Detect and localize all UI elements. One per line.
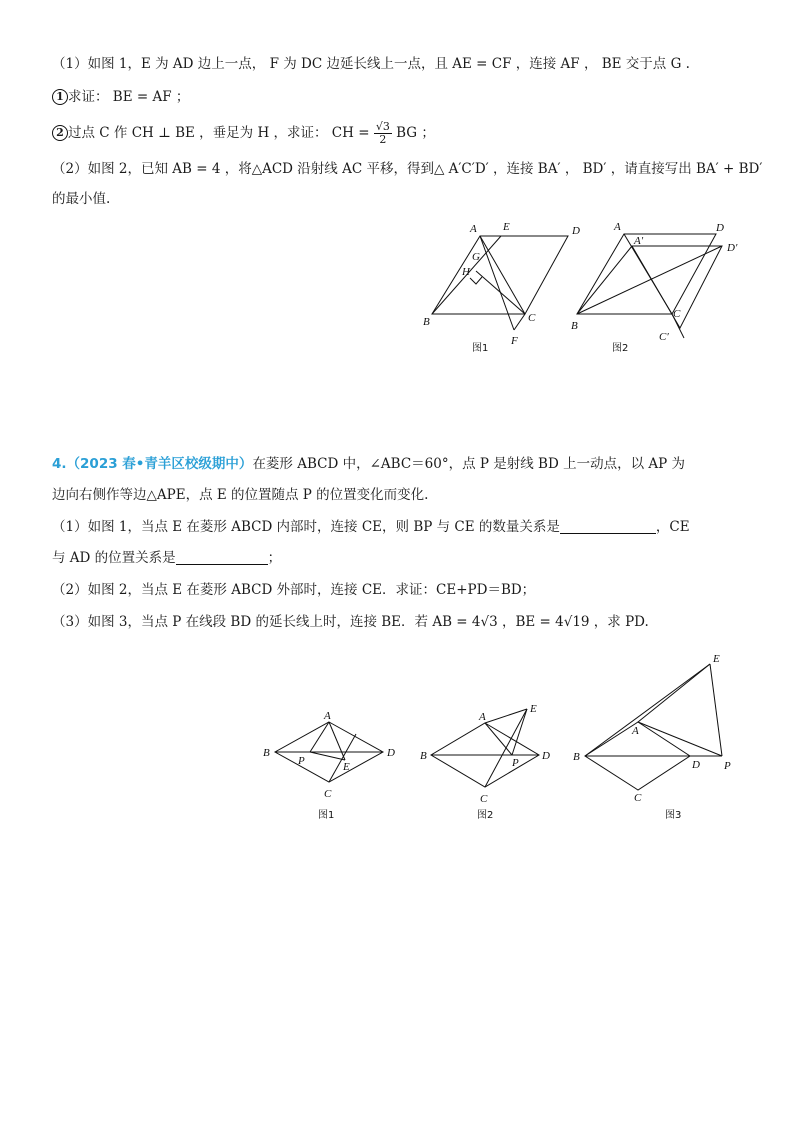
p3-fig1-label-b: B bbox=[423, 316, 430, 328]
p4-fig2-label-e: E bbox=[530, 703, 537, 715]
p4-fig2-label-a: A bbox=[479, 711, 486, 723]
p4-fig3-segment-be bbox=[585, 664, 710, 756]
p4-fig3-label-a: A bbox=[632, 725, 639, 737]
circled-number-2: 2 bbox=[52, 125, 68, 141]
p3-fig2-label-d-prime: D′ bbox=[727, 242, 738, 254]
p4-fig2-label-b: B bbox=[420, 750, 427, 762]
fraction-numerator: √3 bbox=[375, 120, 390, 133]
p4-fig3-label-c: C bbox=[634, 792, 642, 804]
p3-sub1-text: 求证： BE = AF ； bbox=[68, 89, 190, 105]
p3-q1-text: E 为 AD 边上一点， F 为 DC 边延长线上一点，且 AE = CF ，连接 AF ， BE 交于点 G . bbox=[140, 56, 690, 72]
p4-fig1-label-b: B bbox=[263, 747, 270, 759]
circled-number-1: 1 bbox=[52, 89, 68, 105]
p4-fig1-caption: 图1 bbox=[318, 810, 335, 821]
p4-fig3-segment-ae bbox=[638, 664, 710, 722]
p4-q1-text-b: ，CE bbox=[655, 519, 690, 535]
p4-fig2-label-d: D bbox=[542, 750, 550, 762]
p4-fig1-label-p: P bbox=[298, 755, 305, 767]
p4-fig3-segment-ap bbox=[638, 722, 722, 756]
p3-fig1-label-h: H bbox=[462, 266, 470, 278]
p3-fig2-label-a-prime: A′ bbox=[634, 235, 644, 247]
p4-fig1-label-d: D bbox=[387, 747, 395, 759]
p4-fig3-segment-pe bbox=[710, 664, 722, 756]
p4-question-3: （3）如图 3，当点 P 在线段 BD 的延长线上时，连接 BE．若 AB = 4√3 ，BE = 4√19 ，求 PD. bbox=[52, 614, 649, 630]
p4-fig3-label-d: D bbox=[692, 759, 700, 771]
fraction-denominator: 2 bbox=[379, 133, 387, 146]
p4-stem-line-2: 边向右侧作等边△APE，点 E 的位置随点 P 的位置变化而变化. bbox=[52, 487, 429, 503]
p4-fig3-label-p: P bbox=[724, 760, 731, 772]
p3-sub2-text-b: BG ； bbox=[396, 125, 435, 141]
p3-fig1-label-d: D bbox=[572, 225, 580, 237]
p4-number: 4. bbox=[52, 456, 67, 472]
p4-q1-text-d: ； bbox=[267, 550, 282, 566]
p4-fig3-caption: 图3 bbox=[665, 810, 682, 821]
p3-fig1-label-g: G bbox=[472, 251, 480, 263]
p4-fig1-label-a: A bbox=[324, 710, 331, 722]
p3-fig1-caption: 图1 bbox=[472, 343, 489, 354]
p3-fig2-label-b: B bbox=[571, 320, 578, 332]
p3-question-2-cont: 的最小值. bbox=[52, 191, 111, 207]
p3-fig2-label-a: A bbox=[614, 221, 621, 233]
p3-fig2-label-c: C bbox=[673, 308, 681, 320]
p3-fig1-label-a: A bbox=[470, 223, 477, 235]
p4-fig3-label-e: E bbox=[713, 653, 720, 665]
p3-sub2-text-a: 过点 C 作 CH ⊥ BE ，垂足为 H ，求证： CH = bbox=[68, 125, 370, 141]
p4-fig2-caption: 图2 bbox=[477, 810, 494, 821]
p3-q1-prefix: （1）如图 1， bbox=[52, 56, 141, 72]
p3-fig2-label-d: D bbox=[716, 222, 724, 234]
p3-fig1-label-c: C bbox=[528, 312, 536, 324]
p4-source: （2023 春•青羊区校级期中） bbox=[66, 456, 253, 472]
p3-fig2-caption: 图2 bbox=[612, 343, 629, 354]
p3-fig1-label-e: E bbox=[503, 221, 510, 233]
p4-stem-text-1: 在菱形 ABCD 中，∠ABC＝60°，点 P 是射线 BD 上一动点，以 AP 为 bbox=[252, 456, 685, 472]
p3-question-2: （2）如图 2，已知 AB = 4 ，将△ACD 沿射线 AC 平移，得到△ A′C′D′ ，连接 BA′ ， BD′ ，请直接写出 BA′ + BD′ bbox=[52, 161, 763, 177]
p4-fig2-label-p: P bbox=[512, 757, 519, 769]
p4-fig1-label-e: E bbox=[343, 761, 350, 773]
p4-q1-text-c: 与 AD 的位置关系是 bbox=[52, 550, 176, 566]
p4-fig1-label-c: C bbox=[324, 788, 332, 800]
p4-q1-text-a: （1）如图 1，当点 E 在菱形 ABCD 内部时，连接 CE，则 BP 与 CE 的数量关系是 bbox=[52, 519, 560, 535]
p4-question-2: （2）如图 2，当点 E 在菱形 ABCD 外部时，连接 CE．求证：CE+PD＝BD； bbox=[52, 582, 536, 598]
p3-fig1-label-f: F bbox=[511, 335, 518, 347]
p4-fig2-label-c: C bbox=[480, 793, 488, 805]
p3-fig2-label-c-prime: C′ bbox=[659, 331, 669, 343]
p4-fig3-label-b: B bbox=[573, 751, 580, 763]
